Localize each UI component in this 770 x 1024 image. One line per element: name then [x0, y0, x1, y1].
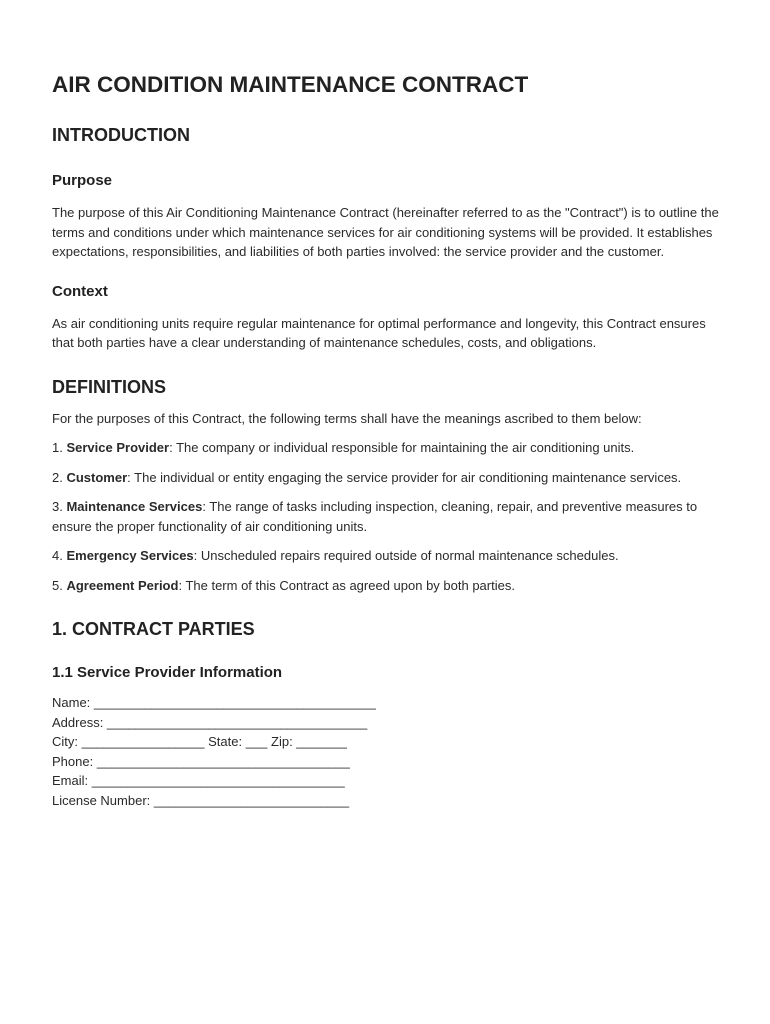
service-provider-fields — [52, 693, 720, 810]
city-state-zip-field[interactable]: City: _________________ State: ___ Zip: _______ — [52, 734, 347, 749]
license-number-field[interactable]: License Number: ___________________________ — [52, 792, 350, 808]
name-field[interactable]: Name: _______________________________________ — [52, 695, 376, 710]
definition-term: Emergency Services — [66, 548, 194, 563]
definitions-heading: DEFINITIONS — [52, 376, 167, 397]
definitions-list — [52, 438, 720, 595]
purpose-paragraph: The purpose of this Air Conditioning Maintenance Contract (hereinafter referred to as the "Contract") is to outline the terms and conditions under which maintenance services for air conditioning systems will be provided. It establishes expectations, responsibilities, and liabilities of both parties involved: the service provider and the customer. — [52, 205, 719, 259]
introduction-heading: INTRODUCTION — [52, 125, 190, 145]
document-title: AIR CONDITION MAINTENANCE CONTRACT — [52, 72, 529, 97]
definition-item: 4. Emergency Services: Unscheduled repairs required outside of normal maintenance schedules. — [52, 548, 619, 563]
phone-field[interactable]: Phone: ___________________________________ — [52, 753, 350, 769]
context-heading: Context — [52, 282, 108, 300]
contract-parties-heading: 1. CONTRACT PARTIES — [52, 619, 255, 639]
definition-item: 3. Maintenance Services: The range of tasks including inspection, cleaning, repair, and preventive measures to ensure the proper functionality of air conditioning units. — [52, 499, 698, 534]
definition-term: Customer — [66, 469, 128, 485]
definition-term: Maintenance Services — [66, 499, 203, 514]
purpose-heading: Purpose — [52, 172, 113, 189]
document-page — [52, 68, 720, 810]
definitions-intro: For the purposes of this Contract, the following terms shall have the meanings ascribed to them below: — [52, 410, 642, 426]
email-field[interactable]: Email: ___________________________________ — [52, 773, 345, 788]
definition-term: Service Provider — [66, 440, 170, 455]
context-paragraph: As air conditioning units require regular maintenance for optimal performance and longevity, this Contract ensures that both parties have a clear understanding of maintenance schedules, costs, and obligations. — [52, 315, 706, 350]
definition-item: 5. Agreement Period: The term of this Contract as agreed upon by both parties. — [52, 577, 515, 593]
definition-item: 2. Customer: The individual or entity engaging the service provider for air conditioning maintenance services. — [52, 469, 682, 485]
address-field[interactable]: Address: ____________________________________ — [52, 714, 368, 730]
definition-term: Agreement Period — [66, 577, 179, 593]
definition-item: 1. Service Provider: The company or individual responsible for maintaining the air conditioning units. — [52, 440, 635, 455]
service-provider-info-heading: 1.1 Service Provider Information — [52, 664, 283, 681]
